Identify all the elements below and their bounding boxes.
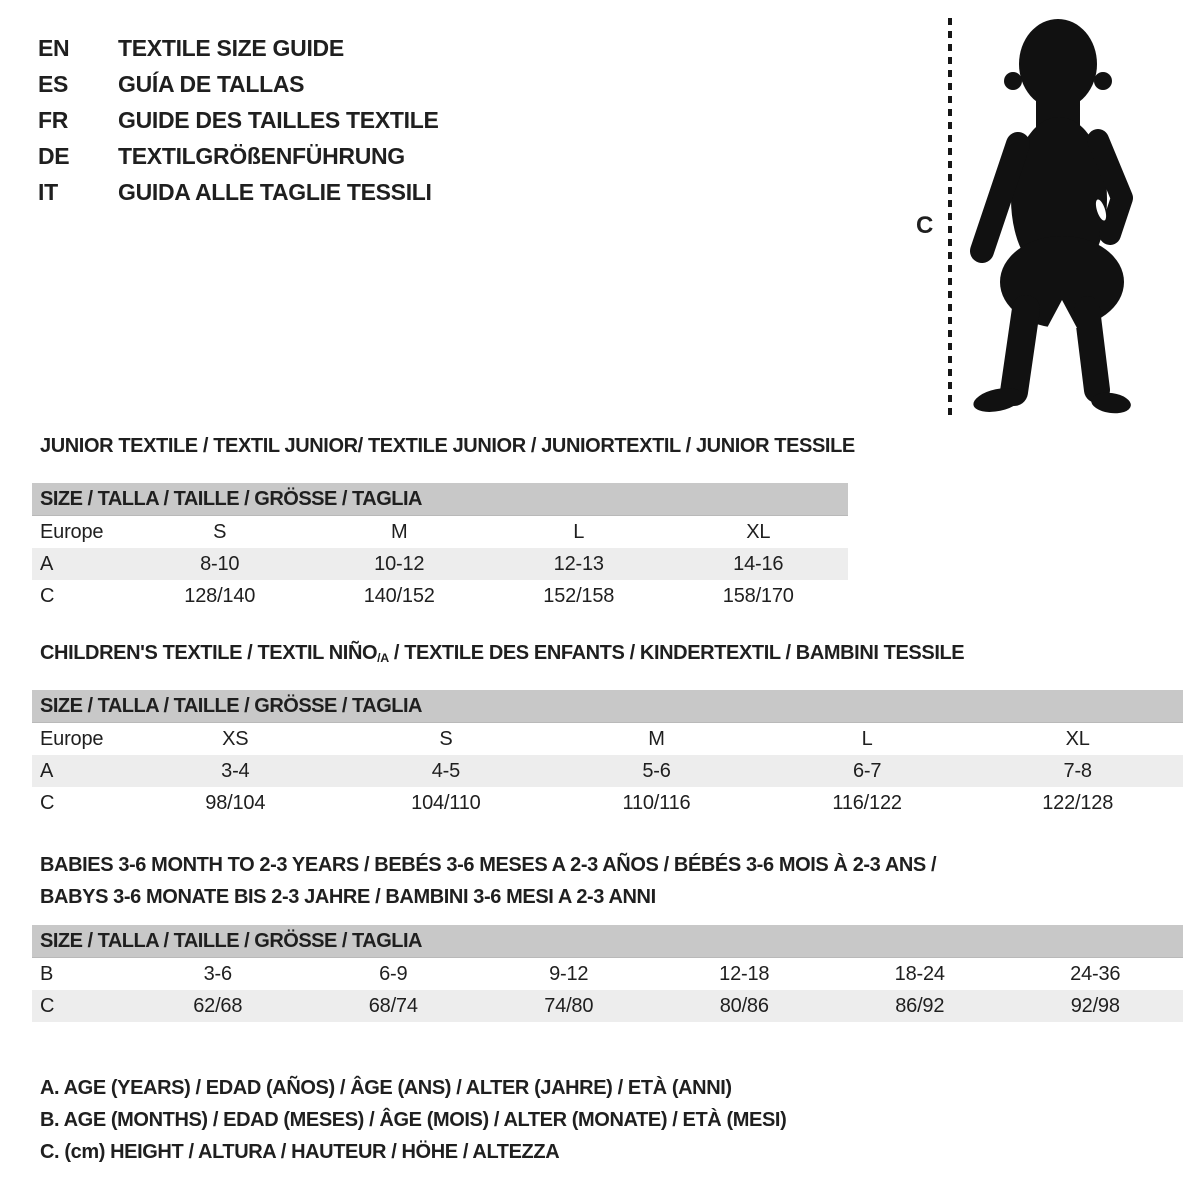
height-cell: 62/68 — [193, 994, 243, 1017]
language-code: FR — [38, 107, 69, 133]
language-code: DE — [38, 143, 70, 169]
age-cell: 10-12 — [374, 552, 425, 575]
table-row-age — [32, 548, 848, 580]
height-cell: 110/116 — [622, 791, 691, 814]
legend-line-age-months: B. AGE (MONTHS) / EDAD (MESES) / ÂGE (MOIS) / ALTER (MONATE) / ETÀ (MESI) — [40, 1109, 787, 1131]
height-cell: 86/92 — [895, 994, 945, 1017]
language-row-en — [38, 30, 439, 66]
age-cell: 8-10 — [200, 552, 240, 575]
legend-line-age-years: A. AGE (YEARS) / EDAD (AÑOS) / ÂGE (ANS) / ALTER (JAHRE) / ETÀ (ANNI) — [40, 1077, 732, 1099]
children-title-main: CHILDREN'S TEXTILE / TEXTIL NIÑO — [40, 642, 378, 664]
row-label: A — [40, 759, 54, 782]
months-cell: 6-9 — [379, 962, 408, 985]
age-cell: 6-7 — [852, 759, 882, 782]
table-row-height — [32, 580, 848, 612]
height-cell: 122/128 — [1042, 791, 1114, 814]
size-cell: L — [573, 520, 585, 543]
months-cell: 18-24 — [894, 962, 945, 985]
row-label: Europe — [40, 520, 104, 543]
age-cell: 14-16 — [733, 552, 784, 575]
language-label: GUIDE DES TAILLES TEXTILE — [118, 107, 439, 133]
size-cell: XS — [222, 727, 249, 750]
children-table — [32, 690, 1183, 819]
language-row-es — [38, 66, 439, 102]
height-cell: 104/110 — [411, 791, 481, 814]
size-header-bar: SIZE / TALLA / TAILLE / GRÖSSE / TAGLIA — [32, 925, 1183, 958]
language-header — [38, 30, 439, 210]
language-code: ES — [38, 71, 69, 97]
height-cell: 140/152 — [363, 584, 435, 607]
table-row-height — [32, 787, 1183, 819]
height-cell: 152/158 — [543, 584, 615, 607]
language-label: GUIDA ALLE TAGLIE TESSILI — [118, 179, 432, 205]
legend — [40, 1072, 786, 1168]
junior-table — [32, 483, 848, 612]
junior-table-title: JUNIOR TEXTILE / TEXTIL JUNIOR/ TEXTILE JUNIOR / JUNIORTEXTIL / JUNIOR TESSILE — [40, 435, 855, 457]
size-cell: S — [213, 520, 227, 543]
row-label: C — [40, 791, 55, 814]
height-cell: 92/98 — [1070, 994, 1120, 1017]
babies-table — [32, 925, 1183, 1022]
row-label: C — [40, 584, 55, 607]
size-cell: XL — [746, 520, 771, 543]
babies-title-line2: BABYS 3-6 MONATE BIS 2-3 JAHRE / BAMBINI 3-6 MESI A 2-3 ANNI — [40, 886, 656, 908]
table-row-months — [32, 958, 1183, 990]
age-cell: 3-4 — [221, 759, 250, 782]
height-cell: 158/170 — [722, 584, 794, 607]
months-cell: 9-12 — [549, 962, 589, 985]
legend-line-height: C. (cm) HEIGHT / ALTURA / HAUTEUR / HÖHE / ALTEZZA — [40, 1141, 560, 1163]
months-cell: 24-36 — [1070, 962, 1121, 985]
row-label: C — [40, 994, 55, 1017]
language-row-it — [38, 174, 439, 210]
table-row-age — [32, 755, 1183, 787]
babies-title-line1: BABIES 3-6 MONTH TO 2-3 YEARS / BEBÉS 3-6 MESES A 2-3 AÑOS / BÉBÉS 3-6 MOIS À 2-3 ANS / — [40, 854, 937, 876]
table-row-europe — [32, 723, 1183, 755]
language-code: EN — [38, 35, 70, 61]
height-cell: 98/104 — [205, 791, 266, 814]
size-cell: M — [648, 727, 665, 750]
language-code: IT — [38, 179, 58, 205]
baby-silhouette-icon — [964, 14, 1140, 419]
children-title-rest: / TEXTILE DES ENFANTS / KINDERTEXTIL / BAMBINI TESSILE — [388, 642, 965, 664]
age-cell: 7-8 — [1063, 759, 1092, 782]
row-label: B — [40, 962, 54, 985]
children-table-title — [40, 641, 964, 670]
height-cell: 80/86 — [719, 994, 769, 1017]
size-header-bar: SIZE / TALLA / TAILLE / GRÖSSE / TAGLIA — [32, 690, 1183, 723]
language-row-fr — [38, 102, 439, 138]
size-cell: M — [391, 520, 408, 543]
size-cell: L — [861, 727, 873, 750]
size-cell: XL — [1065, 727, 1090, 750]
age-cell: 12-13 — [553, 552, 604, 575]
height-cell: 128/140 — [184, 584, 256, 607]
height-dashed-line — [948, 18, 952, 416]
table-row-height — [32, 990, 1183, 1022]
children-title-subscript: /A — [377, 651, 389, 666]
size-cell: S — [439, 727, 453, 750]
language-label: TEXTILGRÖßENFÜHRUNG — [118, 143, 405, 169]
height-cell: 74/80 — [544, 994, 594, 1017]
row-label: A — [40, 552, 54, 575]
months-cell: 12-18 — [719, 962, 770, 985]
language-label: GUÍA DE TALLAS — [118, 71, 305, 97]
age-cell: 5-6 — [642, 759, 671, 782]
table-row-europe — [32, 516, 848, 548]
row-label: Europe — [40, 727, 104, 750]
size-header-bar: SIZE / TALLA / TAILLE / GRÖSSE / TAGLIA — [32, 483, 848, 516]
age-cell: 4-5 — [431, 759, 461, 782]
babies-table-title — [40, 849, 1180, 913]
height-cell: 68/74 — [368, 994, 418, 1017]
language-row-de — [38, 138, 439, 174]
language-label: TEXTILE SIZE GUIDE — [118, 35, 344, 61]
months-cell: 3-6 — [203, 962, 232, 985]
height-cell: 116/122 — [832, 791, 902, 814]
height-measure-label: C — [916, 212, 934, 239]
